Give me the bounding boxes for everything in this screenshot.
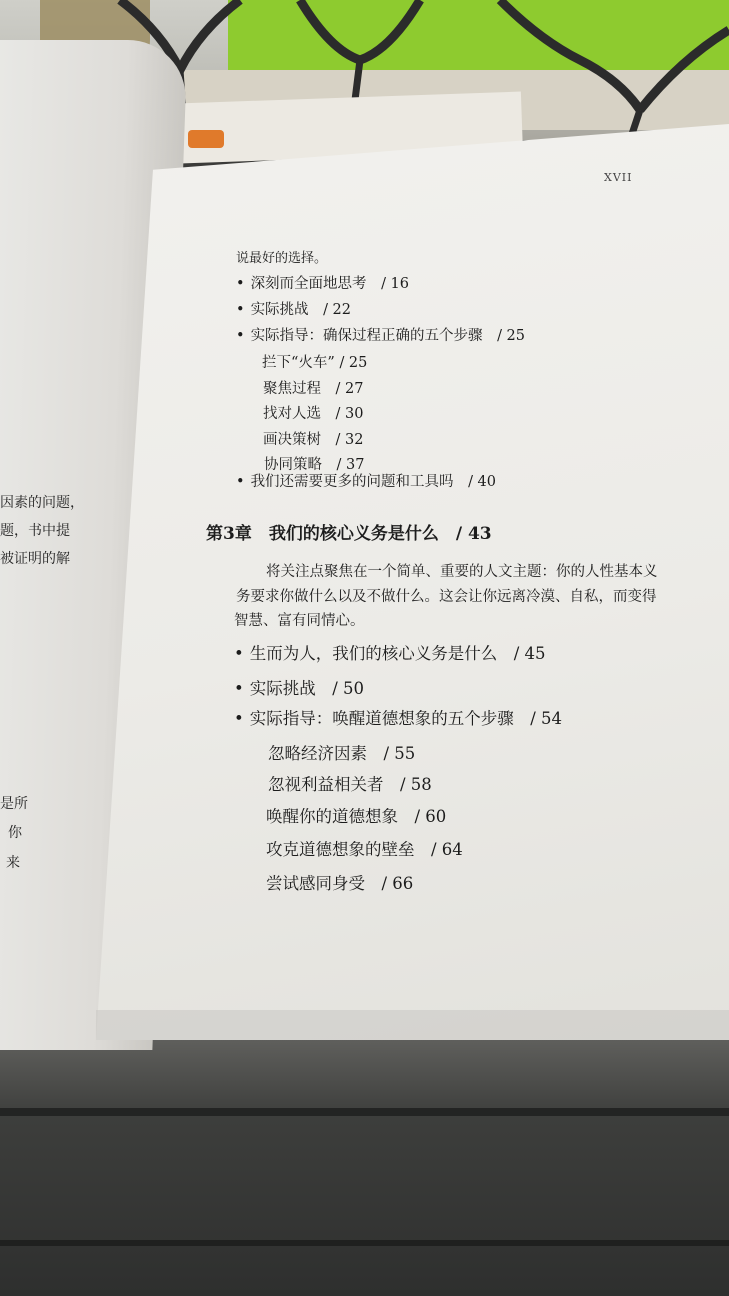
left-fragment-1: 因素的问题，	[0, 495, 84, 511]
intro-tail: 说最好的选择。	[236, 251, 328, 266]
toc-step: 唤醒你的道德想象 / 60	[266, 807, 447, 826]
page-number: XVII	[604, 171, 633, 184]
toc-section: • 实际挑战 / 50	[234, 675, 364, 699]
table-seam	[0, 1108, 729, 1116]
page-edge	[96, 1010, 729, 1040]
toc-section: • 实际指导：确保过程正确的五个步骤 / 25	[236, 324, 525, 345]
toc-step: 聚焦过程 / 27	[263, 381, 364, 397]
toc-step: 协同策略 / 37	[264, 457, 365, 473]
background-card-mark	[188, 130, 224, 148]
toc-section: • 实际挑战 / 22	[236, 298, 351, 319]
toc-step: 找对人选 / 30	[263, 406, 364, 422]
toc-step: 画决策树 / 32	[263, 432, 364, 448]
table-seam-lower	[0, 1240, 729, 1246]
toc-step: 尝试感同身受 / 66	[266, 874, 414, 893]
chapter-summary-line: 智慧、富有同情心。	[234, 613, 365, 629]
toc-section: • 生而为人，我们的核心义务是什么 / 45	[234, 640, 546, 664]
chapter-summary-line: 将关注点聚焦在一个简单、重要的人文主题：你的人性基本义	[266, 564, 658, 580]
chapter-summary-line: 务要求你做什么以及不做什么。这会让你远离冷漠、自私，而变得	[236, 589, 657, 605]
toc-section: • 深刻而全面地思考 / 16	[236, 272, 409, 293]
chapter-heading: 第3章 我们的核心义务是什么 / 43	[206, 524, 492, 544]
toc-section: • 我们还需要更多的问题和工具吗 / 40	[236, 470, 496, 491]
left-fragment-2: 题，书中提	[0, 523, 70, 539]
toc-section: • 实际指导：唤醒道德想象的五个步骤 / 54	[234, 705, 562, 729]
toc-step: 拦下“火车” / 25	[262, 355, 368, 371]
left-fragment-5: 你	[8, 825, 22, 841]
toc-step: 忽视利益相关者 / 58	[268, 775, 432, 794]
left-fragment-6: 来	[6, 855, 20, 871]
left-fragment-4: 是所	[0, 796, 28, 812]
table-surface	[0, 1040, 729, 1296]
left-fragment-3: 被证明的解	[0, 551, 70, 567]
toc-step: 攻克道德想象的壁垒 / 64	[266, 840, 463, 859]
right-page	[96, 124, 729, 1040]
toc-step: 忽略经济因素 / 55	[268, 744, 416, 763]
